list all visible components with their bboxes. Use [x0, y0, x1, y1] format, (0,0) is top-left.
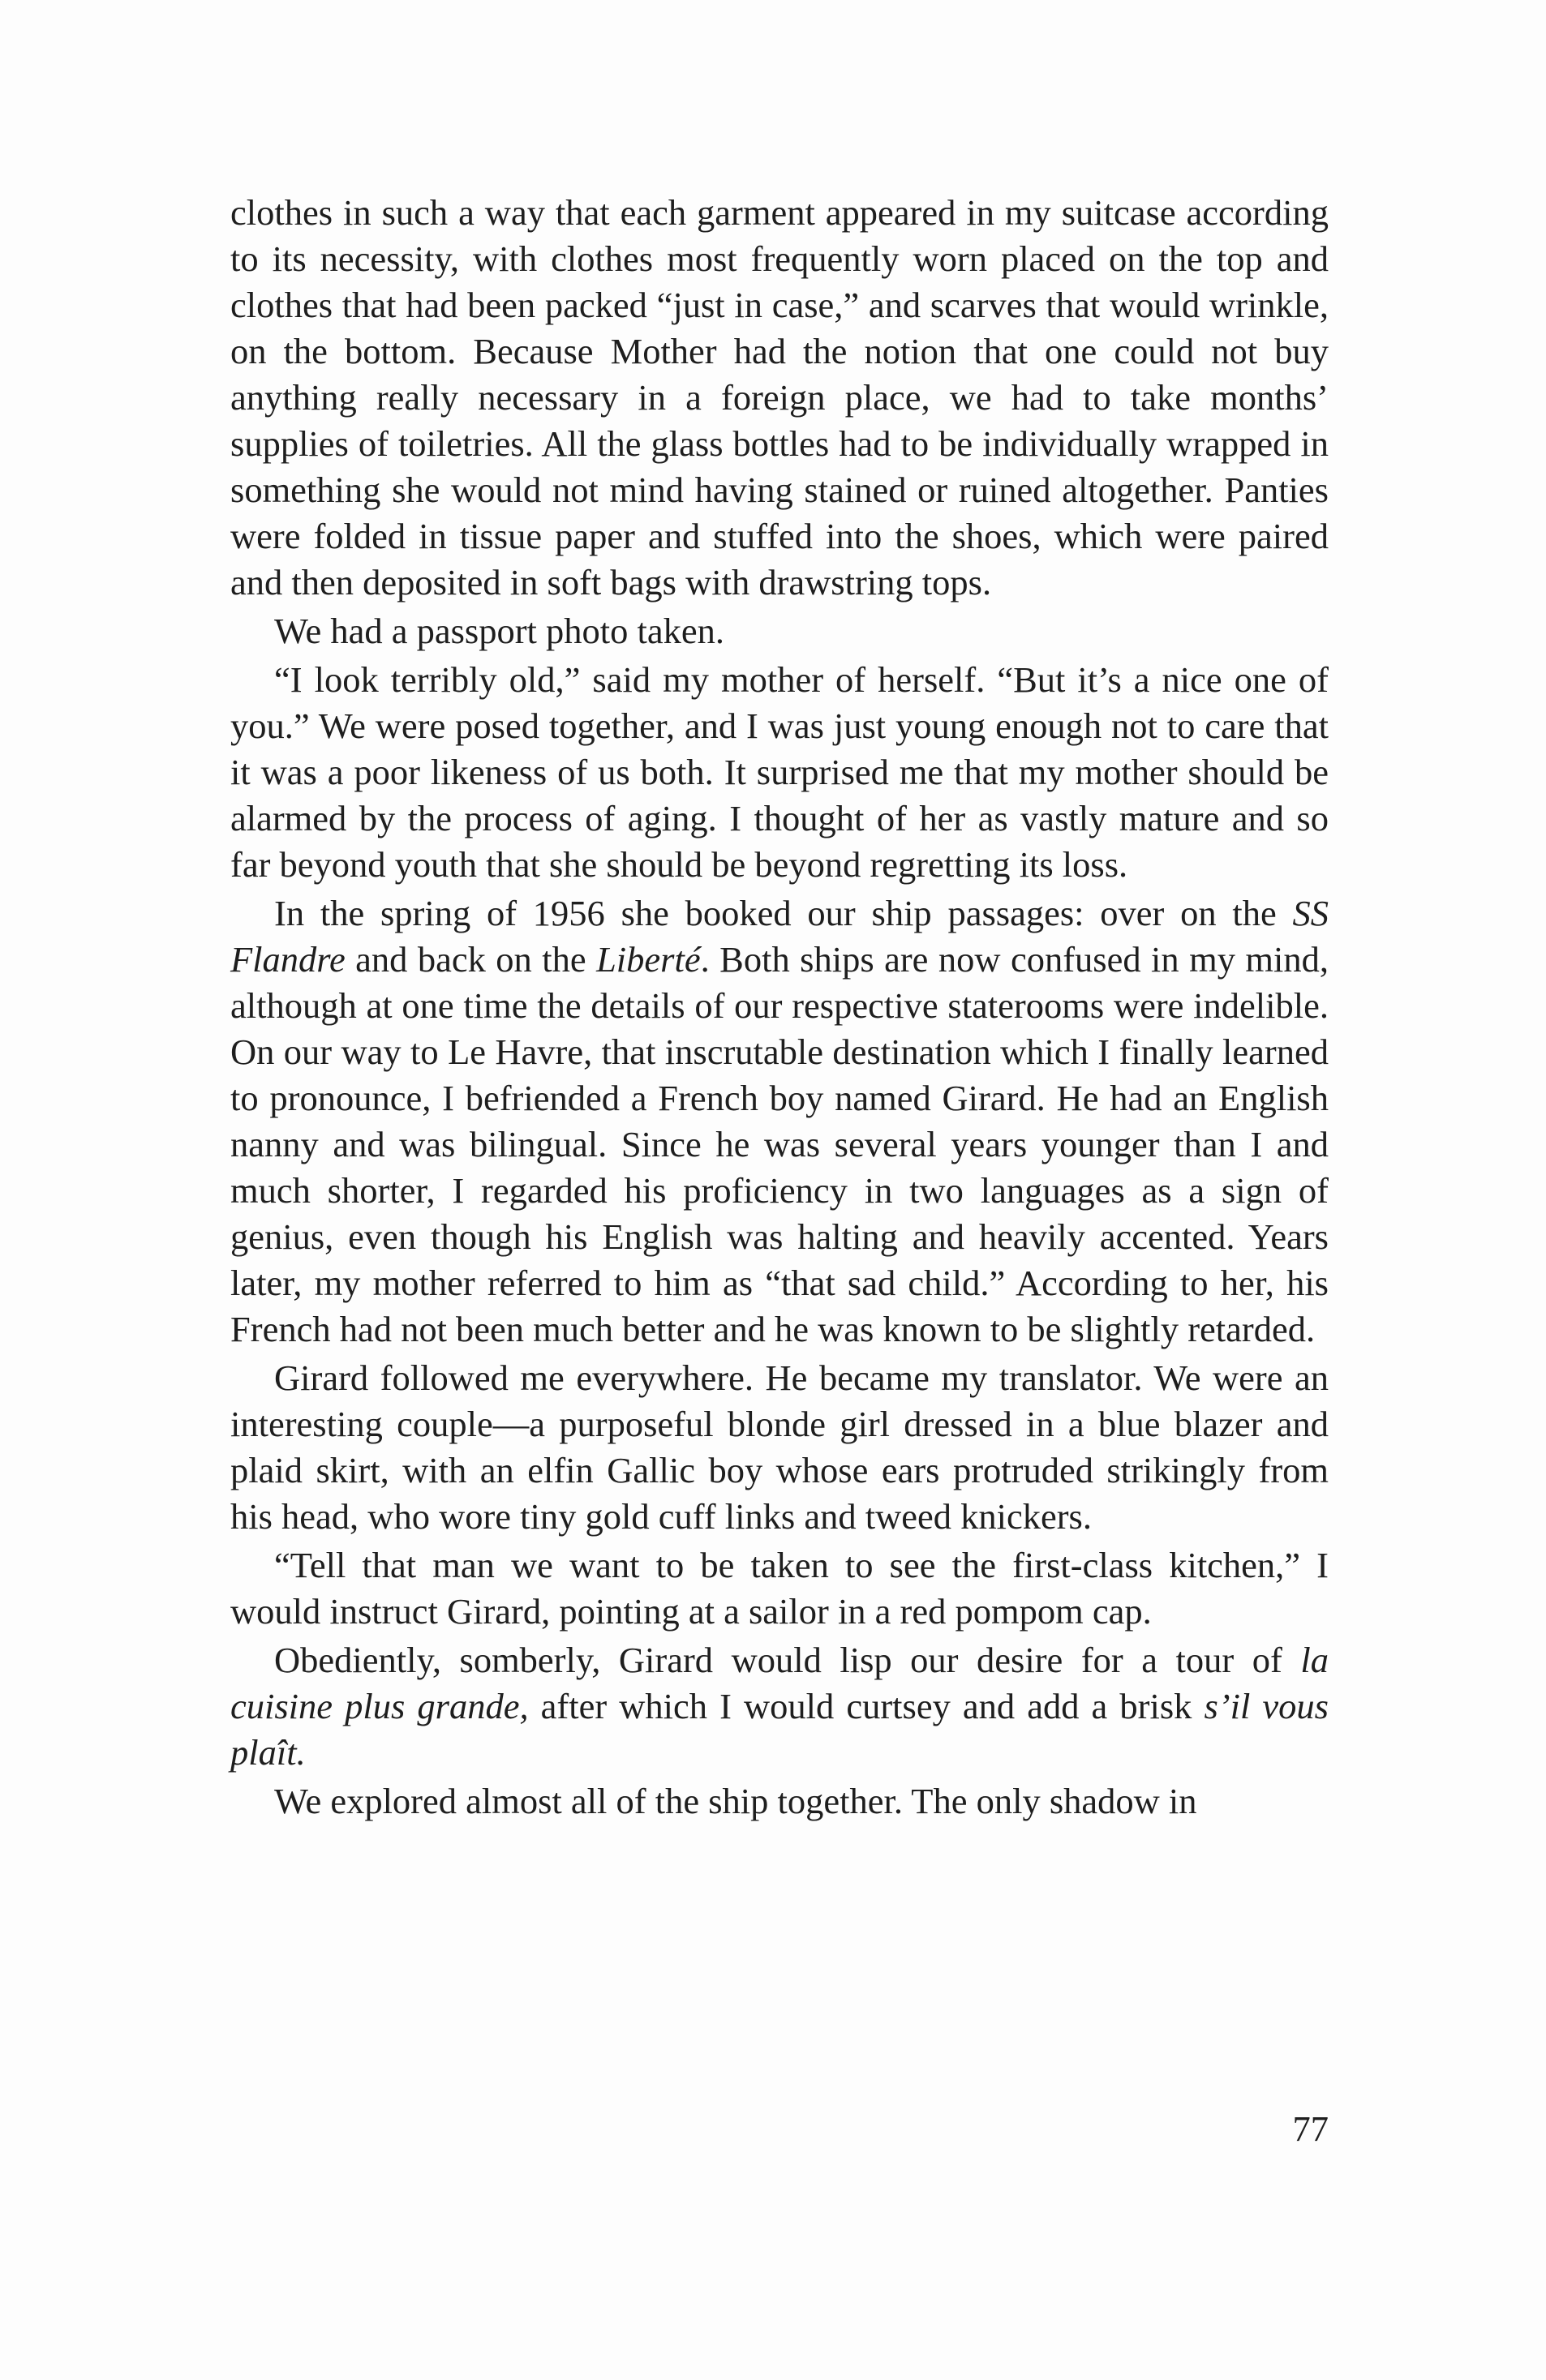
text-segment: We explored almost all of the ship together. The only shadow in	[274, 1781, 1197, 1821]
paragraph-4	[230, 890, 1329, 1353]
paragraph-6	[230, 1542, 1329, 1635]
paragraph-8	[230, 1778, 1329, 1825]
french-phrase: la cuisine plus grande,	[230, 1640, 1329, 1726]
text-segment: Obediently, somberly, Girard would lisp our desire for a tour of	[274, 1640, 1301, 1680]
text-segment: In the spring of 1956 she booked our ship passages: over on the	[274, 893, 1293, 933]
paragraph-3	[230, 657, 1329, 888]
ship-name-flandre: SS Flandre	[230, 893, 1329, 980]
text-segment: . Both ships are now confused in my mind, although at one time the details of our respective staterooms were indelible. On our way to Le Havre, that inscrutable destination which I finally learned to pronounce, I befriended a French boy named Girard. He had an English nanny and was bilingual. Since he was several years younger than I and much shorter, I regarded his proficiency in two languages as a sign of genius, even though his English was halting and heavily accented. Years later, my mother referred to him as “that sad child.” According to her, his French had not been much better and he was known to be slightly retarded.	[230, 939, 1329, 1349]
paragraph-2	[230, 608, 1329, 654]
paragraph-7	[230, 1637, 1329, 1776]
text-segment: Girard followed me everywhere. He became my translator. We were an interesting couple—a purposeful blonde girl dressed in a blue blazer and plaid skirt, with an elfin Gallic boy whose ears protruded strikingly from his head, who wore tiny gold cuff links and tweed knickers.	[230, 1357, 1329, 1537]
text-segment: We had a passport photo taken.	[274, 611, 724, 651]
text-segment: after which I would curtsey and add a brisk	[528, 1686, 1205, 1726]
text-segment: and back on the	[345, 939, 597, 980]
ship-name-liberte: Liberté	[596, 939, 701, 980]
paragraph-1	[230, 190, 1329, 606]
french-phrase: s’il vous plaît.	[230, 1686, 1329, 1773]
text-segment: “Tell that man we want to be taken to see the first-class kitchen,” I would instruct Girard, pointing at a sailor in a red pompom cap.	[230, 1545, 1329, 1632]
text-segment: clothes in such a way that each garment appeared in my suitcase according to its necessity, with clothes most frequently worn placed on the top and clothes that had been packed “just in case,” and scarves that would wrinkle, on the bottom. Because Mother had the notion that one could not buy anything really necessary in a foreign place, we had to take months’ supplies of toiletries. All the glass bottles had to be individually wrapped in something she would not mind having stained or ruined altogether. Panties were folded in tissue paper and stuffed into the shoes, which were paired and then deposited in soft bags with drawstring tops.	[230, 192, 1329, 603]
body-text	[230, 190, 1329, 1825]
page-number: 77	[1292, 2108, 1329, 2149]
paragraph-5	[230, 1355, 1329, 1540]
text-segment: “I look terribly old,” said my mother of herself. “But it’s a nice one of you.” We were posed together, and I was just young enough not to care that it was a poor likeness of us both. It surprised me that my mother should be alarmed by the process of aging. I thought of her as vastly mature and so far beyond youth that she should be beyond regretting its loss.	[230, 659, 1329, 885]
